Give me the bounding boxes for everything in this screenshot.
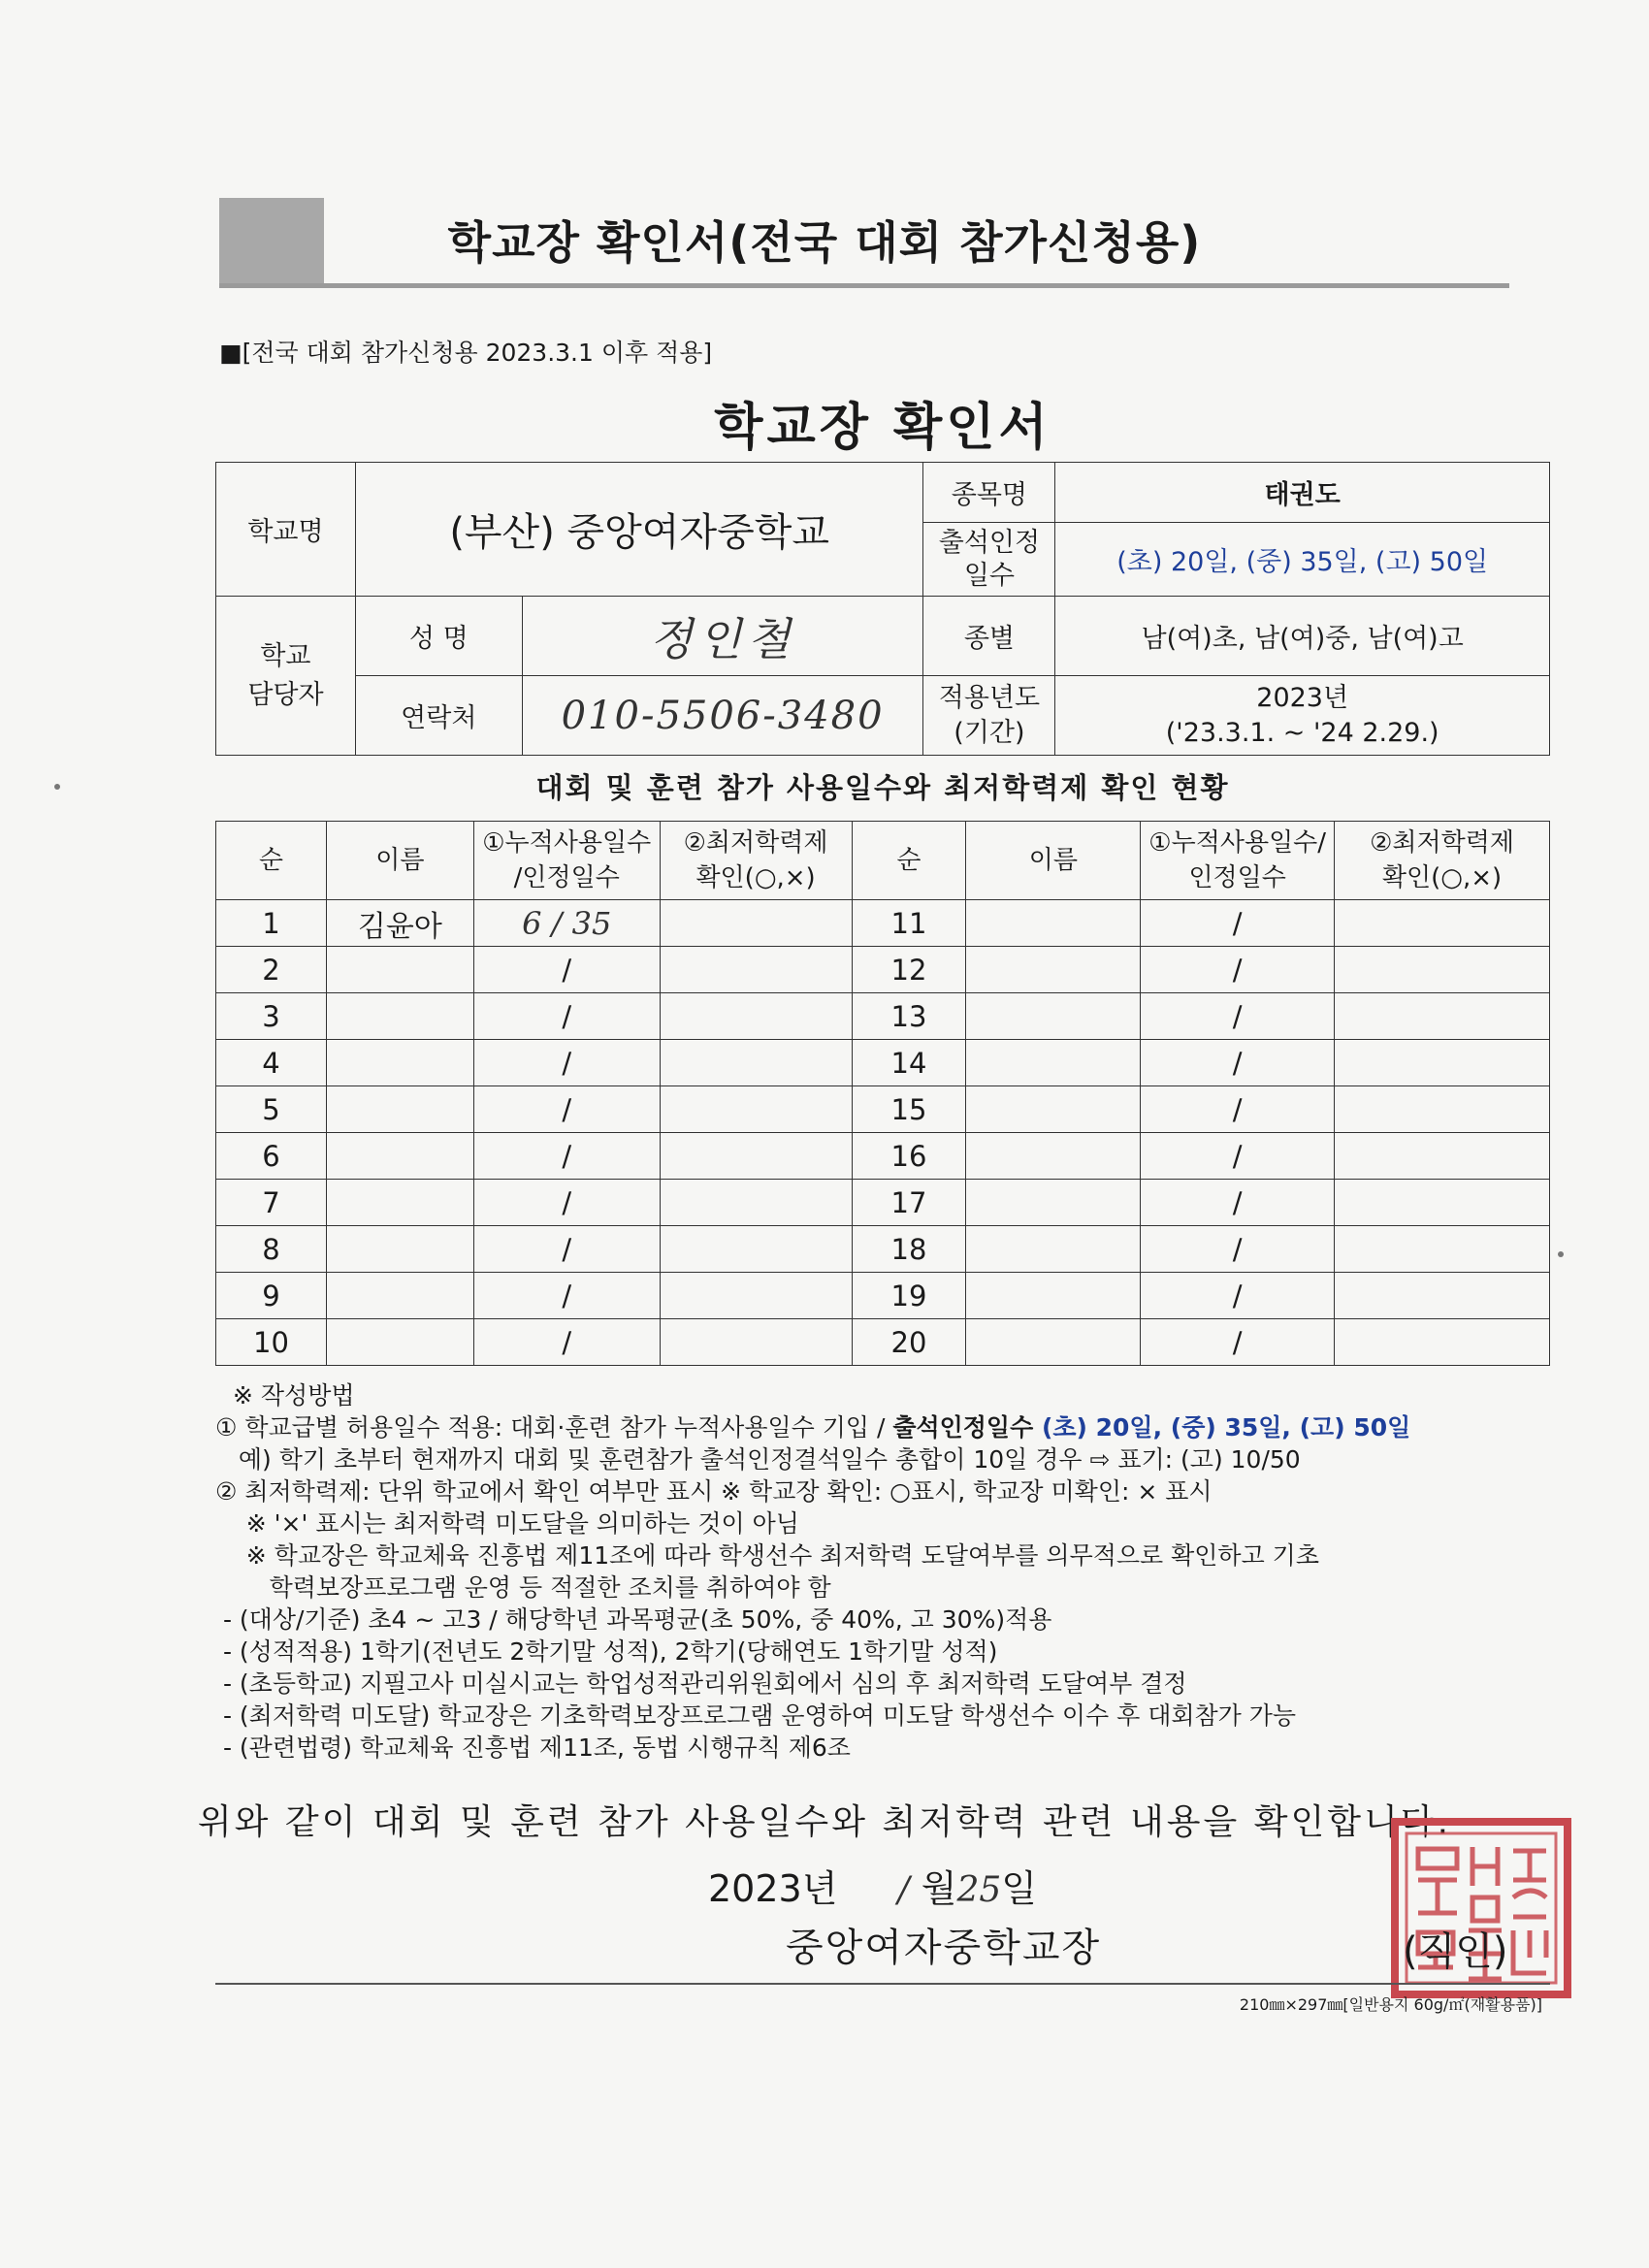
bottom-rule [215,1983,1550,1985]
header-check-right-line-1: ②최저학력제 [1370,828,1514,858]
date-month-handwritten: / [897,1870,910,1910]
method-line-4: ※ '×' 표시는 최저학력 미도달을 의미하는 것이 아님 [215,1509,799,1538]
school-label: 학교명 [216,463,356,597]
year-label-line-2: (기간) [954,717,1025,748]
header-name: 이름 [326,822,473,900]
table-row [216,1180,1550,1226]
method-line-1 [215,1411,1573,1443]
table-row [216,1273,1550,1319]
main-title: 학교장 확인서 [714,399,1051,457]
row-check-right [1335,1273,1550,1319]
year-value-line-2: ('23.3.1. ~ '24 2.29.) [1165,717,1439,748]
method-line-3: ② 최저학력제: 단위 학교에서 확인 여부만 표시 ※ 학교장 확인: ○표시, 학교장 미확인: × 표시 [215,1477,1212,1506]
method-line-9: - (초등학교) 지필고사 미실시교는 학업성적관리위원회에서 심의 후 최저학력 도달여부 결정 [215,1669,1187,1698]
scan-speck [54,784,60,790]
row-days-right: / [1141,900,1335,947]
date-day-handwritten: 25 [956,1870,1002,1910]
manager-name-handwritten: 정인철 [522,597,923,676]
contact-handwritten: 010-5506-3480 [522,676,923,756]
row-check [660,947,852,993]
header-days [473,822,660,900]
row-days-right: / [1141,1273,1335,1319]
school-name: (부산) 중앙여자중학교 [355,463,923,597]
header-check-line-2: 확인(○,×) [695,863,816,892]
row-name-right [966,1273,1141,1319]
principal-title: 중앙여자중학교장 [786,1926,1102,1970]
row-days-right: / [1141,1133,1335,1180]
row-days: / [473,1273,660,1319]
row-check-right [1335,947,1550,993]
method-line-8: - (성적적용) 1학기(전년도 2학기말 성적), 2학기(당해연도 1학기말 성적) [215,1637,998,1666]
row-no: 10 [216,1319,327,1366]
row-name [326,1040,473,1086]
info-table [215,462,1550,756]
header-days-right [1141,822,1335,900]
row-days: / [473,1319,660,1366]
header-no: 순 [216,822,327,900]
row-no-right: 20 [852,1319,966,1366]
attendance-label-line-1: 출석인정 [938,527,1041,558]
row-name-right [966,900,1141,947]
attendance-label [923,523,1055,597]
row-no: 4 [216,1040,327,1086]
method-heading: ※ 작성방법 [233,1381,355,1409]
attendance-value: (초) 20일, (중) 35일, (고) 50일 [1055,523,1550,597]
row-no-right: 15 [852,1086,966,1133]
row-no-right: 17 [852,1180,966,1226]
row-no-right: 13 [852,993,966,1040]
table-row [216,1040,1550,1086]
writing-method [215,1379,1573,1764]
row-days-right: / [1141,1319,1335,1366]
row-name-right [966,1040,1141,1086]
date-day-label: 일 [1001,1867,1037,1910]
row-check-right [1335,1086,1550,1133]
row-check [660,1226,852,1273]
paper-spec: 210㎜×297㎜[일반용지 60g/㎡(재활용품)] [1239,1995,1542,2014]
row-check [660,1273,852,1319]
row-name-right [966,1319,1141,1366]
row-name-right [966,993,1141,1040]
table-row [216,1086,1550,1133]
row-days-right: / [1141,1040,1335,1086]
header-name-right: 이름 [966,822,1141,900]
row-no-right: 18 [852,1226,966,1273]
row-no: 5 [216,1086,327,1133]
row-name [326,1226,473,1273]
row-days: / [473,1226,660,1273]
confirm-statement: 위와 같이 대회 및 훈련 참가 사용일수와 최저학력 관련 내용을 확인합니다. [197,1802,1452,1842]
row-days: / [473,1086,660,1133]
header-check [660,822,852,900]
row-no-right: 16 [852,1133,966,1180]
row-check-right [1335,1180,1550,1226]
notice-text: ■[전국 대회 참가신청용 2023.3.1 이후 적용] [219,339,713,367]
method-line-11: - (관련법령) 학교체육 진흥법 제11조, 동법 시행규칙 제6조 [215,1733,851,1762]
method-line-6: 학력보장프로그램 운영 등 적절한 조치를 취하여야 함 [215,1573,831,1602]
row-no: 2 [216,947,327,993]
section-title: 대회 및 훈련 참가 사용일수와 최저학력제 확인 현황 [535,771,1230,804]
row-no-right: 19 [852,1273,966,1319]
student-table [215,821,1550,1366]
header-no-right: 순 [852,822,966,900]
method-line-10: - (최저학력 미도달) 학교장은 기초학력보장프로그램 운영하여 미도달 학생선수 이수 후 대회참가 가능 [215,1701,1297,1730]
manager-label [216,597,356,756]
row-check [660,1133,852,1180]
row-name [326,1273,473,1319]
row-check-right [1335,1133,1550,1180]
date-year: 2023년 [708,1867,838,1910]
row-check [660,1180,852,1226]
table-row [216,993,1550,1040]
row-name: 김윤아 [326,900,473,947]
row-check-right [1335,1319,1550,1366]
table-row [216,947,1550,993]
table-row [216,900,1550,947]
header-check-line-1: ②최저학력제 [683,828,828,858]
row-days-right: / [1141,1086,1335,1133]
row-name [326,1180,473,1226]
row-days: 6 / 35 [473,900,660,947]
method-line-1a: ① 학교급별 허용일수 적용: 대회·훈련 참가 누적사용일수 기입 / [215,1413,893,1442]
row-days: / [473,947,660,993]
method-line-1b: 출석인정일수 [892,1413,1042,1442]
row-name [326,1133,473,1180]
row-name [326,1319,473,1366]
year-value-line-1: 2023년 [1256,682,1349,713]
year-label [923,676,1055,756]
row-days-right: / [1141,993,1335,1040]
row-check-right [1335,993,1550,1040]
table-row [216,1226,1550,1273]
table-header-row [216,822,1550,900]
row-check-right [1335,900,1550,947]
row-name [326,1086,473,1133]
method-line-7: - (대상/기준) 초4 ~ 고3 / 해당학년 과목평균(초 50%, 중 40%, 고 30%)적용 [215,1605,1052,1634]
year-label-line-1: 적용년도 [938,682,1041,713]
gender-label: 종별 [923,597,1055,676]
event-value: 태권도 [1055,463,1550,523]
header-rule [219,283,1509,288]
row-no: 8 [216,1226,327,1273]
row-days-right: / [1141,1180,1335,1226]
method-line-5: ※ 학교장은 학교체육 진흥법 제11조에 따라 학생선수 최저학력 도달여부를 의무적으로 확인하고 기초 [215,1541,1319,1570]
seal-label: (직인) [1403,1929,1508,1974]
row-no-right: 12 [852,947,966,993]
row-days: / [473,993,660,1040]
row-no: 9 [216,1273,327,1319]
row-no: 3 [216,993,327,1040]
row-no-right: 14 [852,1040,966,1086]
row-days: / [473,1180,660,1226]
header-title: 학교장 확인서(전국 대회 참가신청용) [447,216,1202,269]
row-name-right [966,947,1141,993]
gender-value: 남(여)초, 남(여)중, 남(여)고 [1055,597,1550,676]
table-row [216,1133,1550,1180]
row-check-right [1335,1226,1550,1273]
method-line-1c: (초) 20일, (중) 35일, (고) 50일 [1041,1413,1411,1442]
header-check-right-line-2: 확인(○,×) [1381,863,1503,892]
attendance-label-line-2: 일수 [963,560,1015,591]
header-gray-block [219,198,324,283]
row-name-right [966,1180,1141,1226]
name-label: 성 명 [355,597,522,676]
issue-date [708,1859,1037,1912]
header-days-line-1: ①누적사용일수 [482,828,652,858]
row-check [660,1319,852,1366]
row-days: / [473,1133,660,1180]
event-label: 종목명 [923,463,1055,523]
row-check [660,1086,852,1133]
row-no: 7 [216,1180,327,1226]
row-check-right [1335,1040,1550,1086]
date-month-label: 월 [921,1867,957,1910]
row-days-right: / [1141,947,1335,993]
row-name-right [966,1226,1141,1273]
row-check [660,900,852,947]
header-days-line-2: /인정일수 [513,863,620,892]
contact-label: 연락처 [355,676,522,756]
row-name [326,947,473,993]
header-check-right [1335,822,1550,900]
manager-label-line-1: 학교 [260,640,311,671]
row-no-right: 11 [852,900,966,947]
row-name [326,993,473,1040]
row-check [660,993,852,1040]
row-no: 6 [216,1133,327,1180]
year-value [1055,676,1550,756]
row-no: 1 [216,900,327,947]
method-line-2: 예) 학기 초부터 현재까지 대회 및 훈련참가 출석인정결석일수 총합이 10일 경우 ⇨ 표기: (고) 10/50 [215,1445,1301,1474]
scan-speck [1558,1251,1564,1257]
header-days-right-line-1: ①누적사용일수/ [1148,828,1327,858]
header-days-right-line-2: 인정일수 [1188,863,1286,892]
table-row [216,1319,1550,1366]
manager-label-line-2: 담당자 [247,679,324,710]
row-days: / [473,1040,660,1086]
row-name-right [966,1086,1141,1133]
row-check [660,1040,852,1086]
row-days-right: / [1141,1226,1335,1273]
row-name-right [966,1133,1141,1180]
